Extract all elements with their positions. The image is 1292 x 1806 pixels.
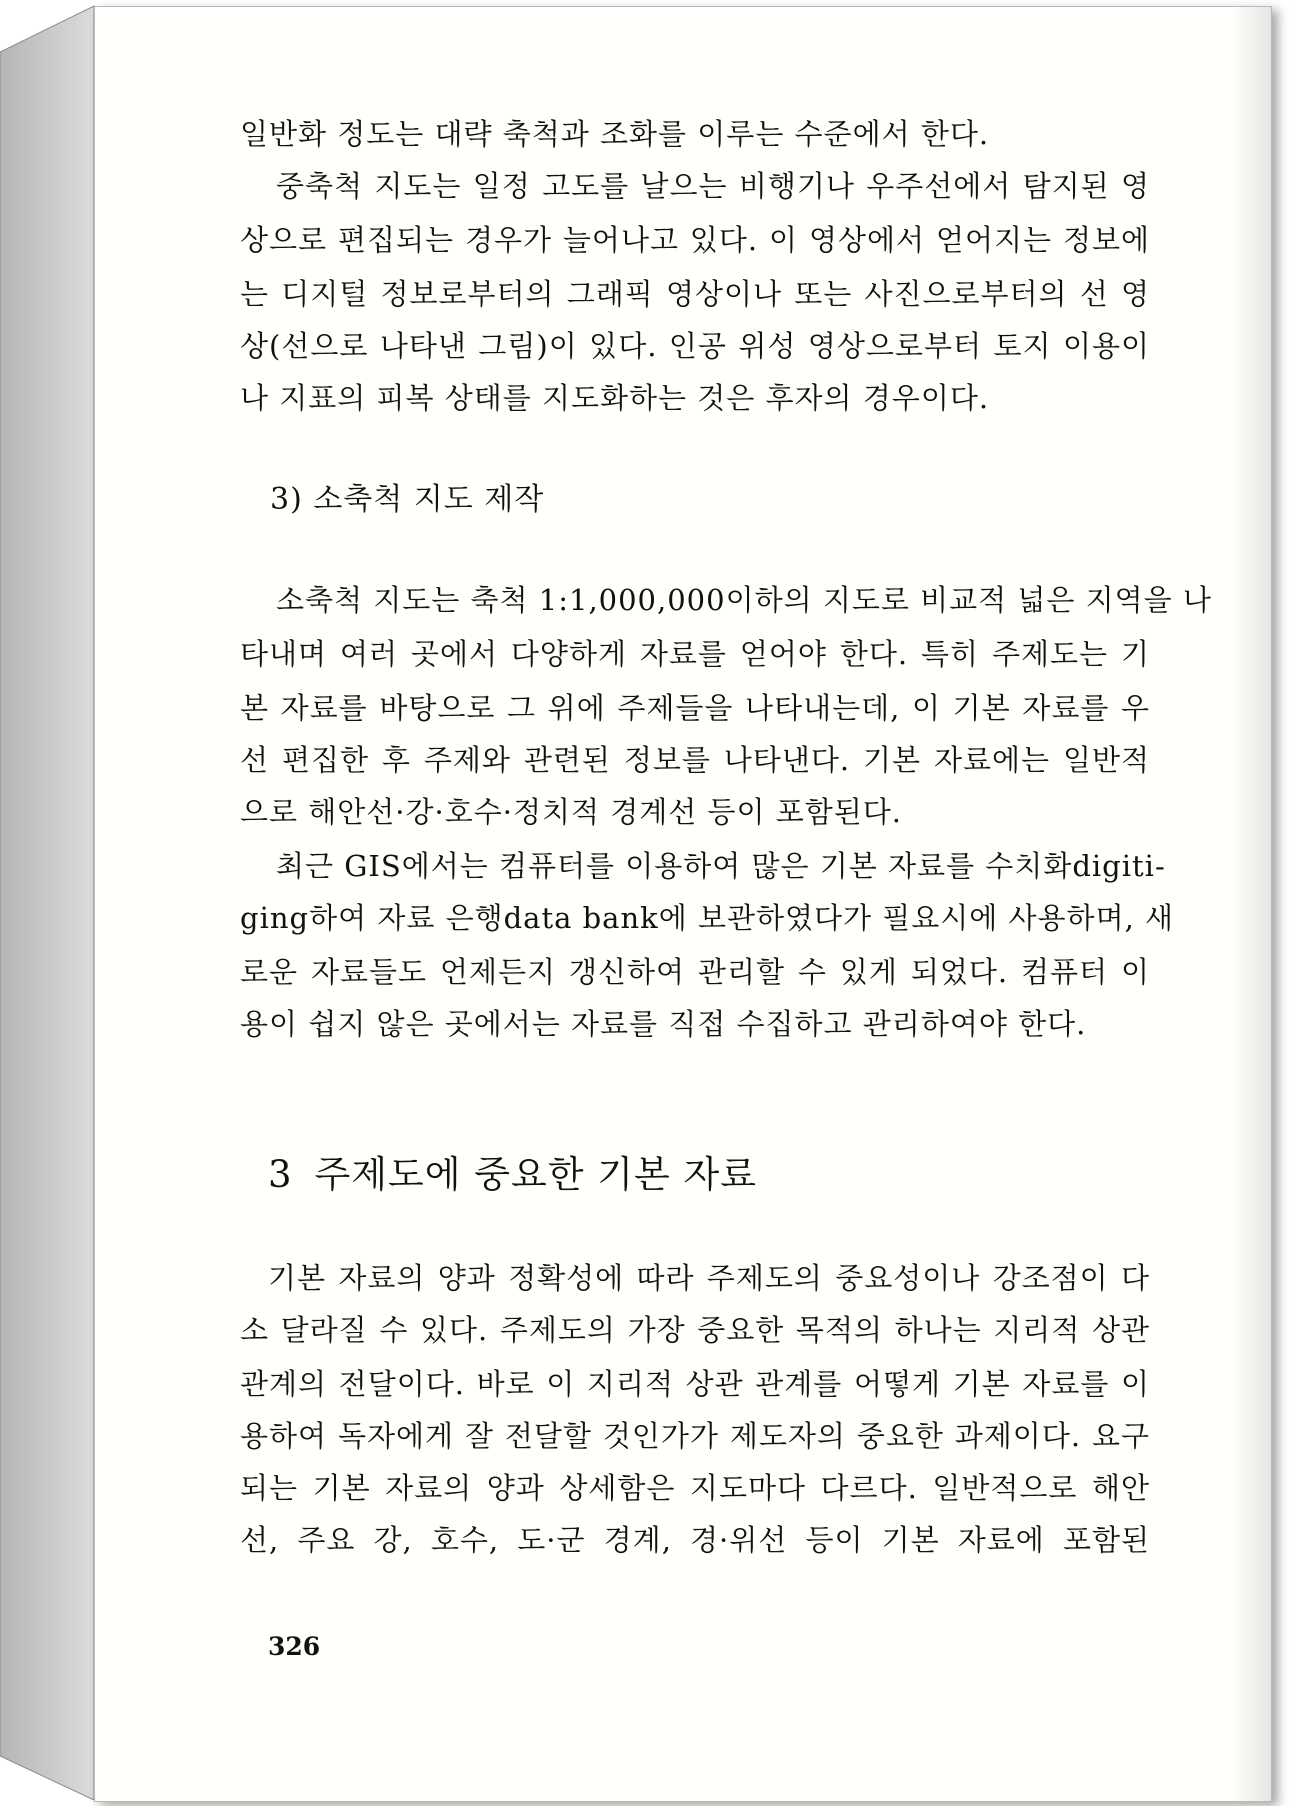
text-line: 는 디지털 정보로부터의 그래픽 영상이나 또는 사진으로부터의 선 영: [240, 277, 1150, 311]
text-line: 최근 GIS에서는 컴퓨터를 이용하여 많은 기본 자료를 수치화digiti-: [276, 849, 1166, 883]
text-line: 일반화 정도는 대략 축척과 조화를 이루는 수준에서 한다.: [240, 117, 990, 151]
text-line: 선, 주요 강, 호수, 도·군 경계, 경·위선 등이 기본 자료에 포함된: [240, 1523, 1150, 1557]
text-line: 로운 자료들도 언제든지 갱신하여 관리할 수 있게 되었다. 컴퓨터 이: [240, 955, 1150, 989]
text-line: 기본 자료의 양과 정확성에 따라 주제도의 중요성이나 강조점이 다: [268, 1261, 1150, 1295]
section-heading: 3) 소축척 지도 제작: [270, 482, 545, 517]
text-line: 중축척 지도는 일정 고도를 날으는 비행기나 우주선에서 탐지된 영: [276, 169, 1150, 203]
text-line: 관계의 전달이다. 바로 이 지리적 상관 관계를 어떻게 기본 자료를 이: [240, 1367, 1150, 1401]
text-line: 선 편집한 후 주제와 관련된 정보를 나타낸다. 기본 자료에는 일반적: [240, 743, 1150, 777]
page-number: 326: [268, 1632, 321, 1661]
text-line: 상(선으로 나타낸 그림)이 있다. 인공 위성 영상으로부터 토지 이용이: [240, 329, 1150, 363]
text-line: 나 지표의 피복 상태를 지도화하는 것은 후자의 경우이다.: [240, 381, 990, 415]
text-line: 으로 해안선·강·호수·정치적 경계선 등이 포함된다.: [240, 795, 903, 829]
text-line: 소축척 지도는 축척 1:1,000,000이하의 지도로 비교적 넓은 지역을 나: [276, 583, 1212, 617]
chapter-title: 주제도에 중요한 기본 자료: [314, 1153, 757, 1196]
chapter-heading: [268, 1144, 757, 1198]
text-line: 용이 쉽지 않은 곳에서는 자료를 직접 수집하고 관리하여야 한다.: [240, 1007, 1087, 1041]
text-line: 본 자료를 바탕으로 그 위에 주제들을 나타내는데, 이 기본 자료를 우: [240, 691, 1150, 725]
text-line: ging하여 자료 은행data bank에 보관하였다가 필요시에 사용하며, 새: [240, 901, 1175, 935]
text-line: 타내며 여러 곳에서 다양하게 자료를 얻어야 한다. 특히 주제도는 기: [240, 637, 1150, 671]
chapter-number: 3: [268, 1153, 293, 1196]
text-line: 용하여 독자에게 잘 전달할 것인가가 제도자의 중요한 과제이다. 요구: [240, 1419, 1150, 1453]
text-line: 되는 기본 자료의 양과 상세함은 지도마다 다르다. 일반적으로 해안: [240, 1471, 1150, 1505]
text-line: 상으로 편집되는 경우가 늘어나고 있다. 이 영상에서 얻어지는 정보에: [240, 223, 1150, 257]
text-line: 소 달라질 수 있다. 주제도의 가장 중요한 목적의 하나는 지리적 상관: [240, 1313, 1150, 1347]
